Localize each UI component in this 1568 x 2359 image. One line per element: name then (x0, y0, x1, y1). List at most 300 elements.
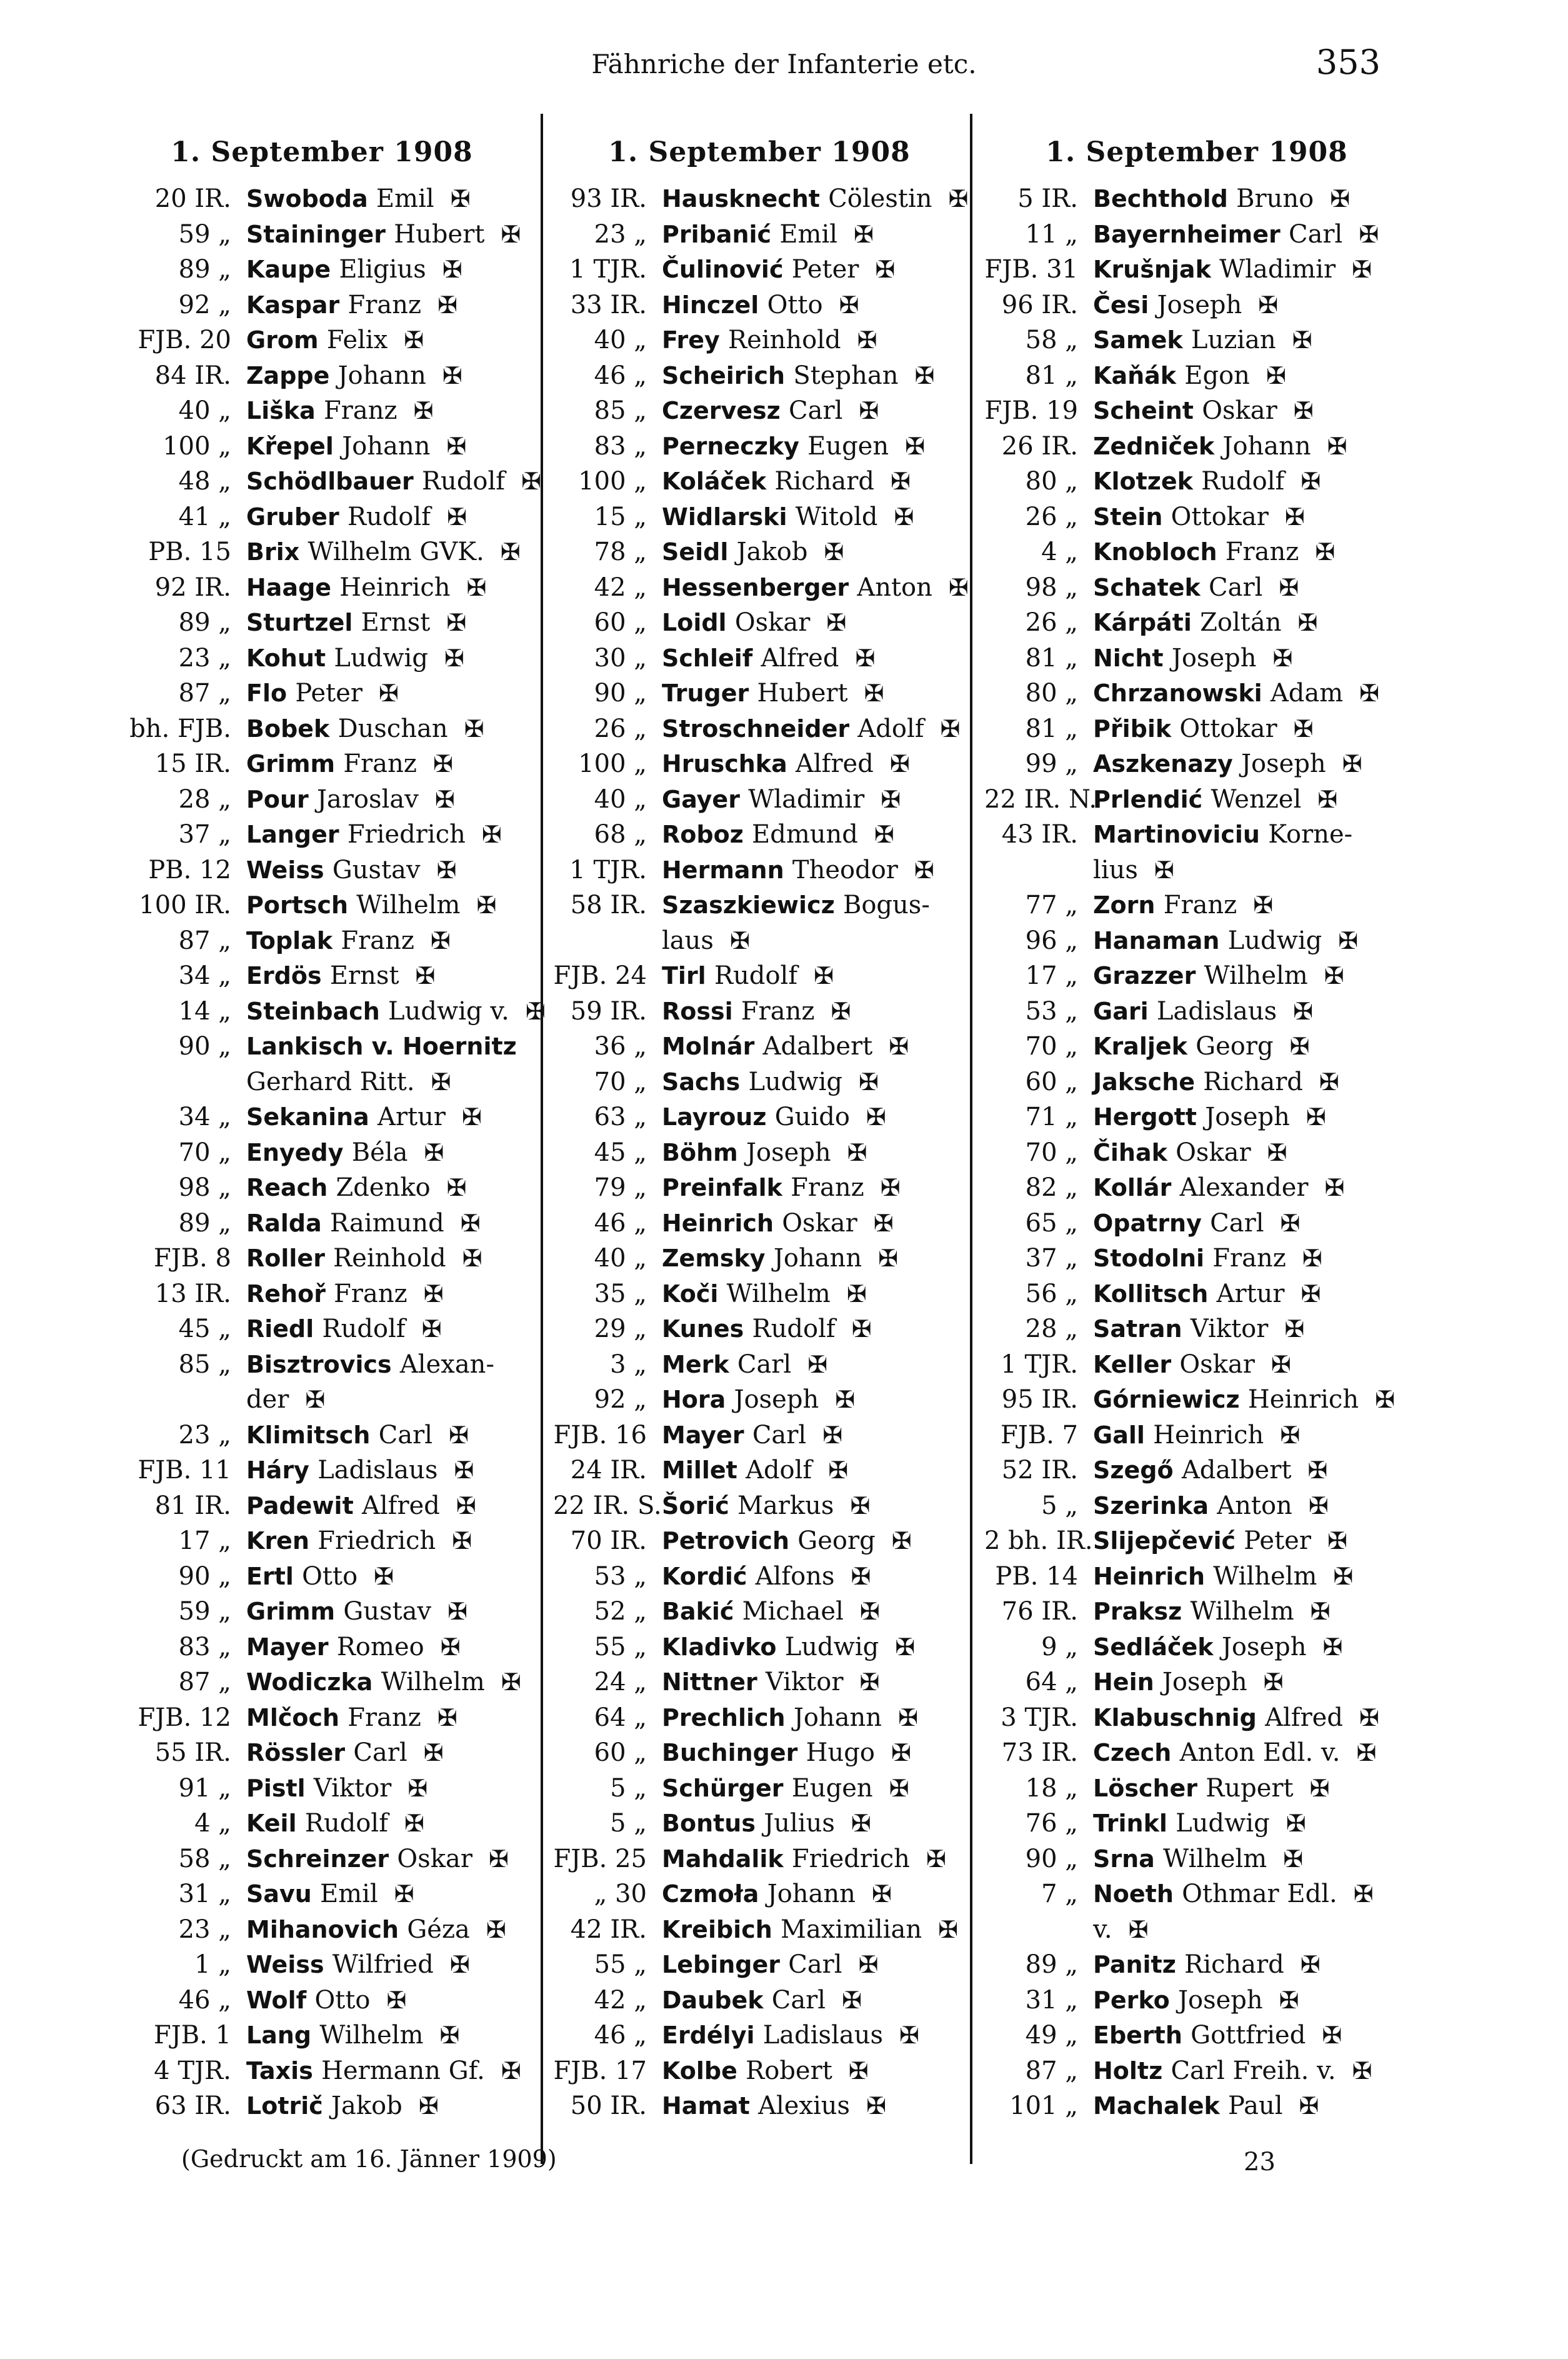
surname: Merk (662, 1350, 729, 1378)
surname: Trinkl (1093, 1810, 1167, 1837)
surname: Ralda (246, 1209, 322, 1237)
cross-icon: ✠ (449, 1951, 470, 1978)
surname: Bakić (662, 1598, 734, 1625)
person-name (662, 1630, 915, 1665)
person-name (246, 746, 453, 781)
surname: Lang (246, 2021, 312, 2049)
list-item (122, 1806, 522, 1841)
unit-number: 35 „ (594, 1279, 647, 1308)
cross-icon: ✠ (859, 1668, 880, 1696)
surname: Pribanić (662, 220, 772, 248)
list-item (553, 1983, 966, 2018)
given-name: Viktor (765, 1668, 844, 1696)
person-name (246, 570, 486, 605)
cross-icon: ✠ (940, 714, 961, 743)
cross-icon: ✠ (822, 1421, 843, 1449)
cross-icon: ✠ (1327, 432, 1347, 460)
unit-number: 28 „ (1025, 1315, 1078, 1343)
person-name (246, 1382, 325, 1417)
cross-icon: ✠ (871, 1880, 892, 1908)
unit-number: 46 „ (178, 1985, 231, 2015)
surname: Brix (246, 538, 300, 566)
unit-number: PB. 12 (148, 855, 231, 884)
person-name (662, 1170, 901, 1205)
unit-number: 59 „ (178, 219, 231, 249)
list-item (553, 746, 966, 781)
cross-icon: ✠ (1310, 1598, 1331, 1625)
person-name (246, 1841, 509, 1876)
unit-number: 15 „ (594, 502, 647, 531)
cross-icon: ✠ (729, 926, 750, 954)
surname: Swoboda (246, 185, 368, 213)
given-name: Peter (295, 679, 362, 708)
surname: Savu (246, 1880, 312, 1908)
surname: Widlarski (662, 503, 787, 531)
surname: Erdös (246, 962, 322, 989)
list-item (553, 217, 966, 252)
unit-number: FJB. 25 (553, 1844, 647, 1873)
cross-icon: ✠ (1284, 503, 1305, 531)
unit-number: 60 „ (594, 608, 647, 637)
person-name (246, 1594, 467, 1629)
list-item (122, 711, 522, 746)
surname: Roboz (662, 821, 744, 848)
cross-icon: ✠ (891, 1739, 911, 1766)
surname: Molnár (662, 1033, 755, 1060)
unit-number: 89 „ (1025, 1950, 1078, 1979)
cross-icon: ✠ (439, 2021, 460, 2049)
surname: Kollár (1093, 1174, 1172, 1201)
given-name: Joseph (1205, 1103, 1290, 1131)
surname: Kunes (662, 1315, 744, 1343)
column-heading: 1. September 1908 (608, 136, 911, 168)
surname: Kolbe (662, 2056, 737, 2085)
given-name: Gustav (332, 855, 421, 884)
given-name: Richard (1203, 1067, 1303, 1096)
surname: Mayer (246, 1633, 329, 1661)
cross-icon: ✠ (421, 1315, 442, 1343)
list-item (122, 746, 522, 781)
cross-icon: ✠ (481, 821, 502, 848)
unit-number: 26 „ (1025, 502, 1078, 531)
unit-number: 81 „ (1025, 714, 1078, 743)
list-item (553, 817, 966, 852)
given-name: Ernst (329, 961, 399, 990)
cross-icon: ✠ (948, 573, 969, 601)
cross-icon: ✠ (1324, 962, 1344, 989)
person-name (1093, 1841, 1303, 1876)
cross-icon: ✠ (434, 785, 455, 813)
person-name (662, 1453, 848, 1488)
cross-icon: ✠ (1263, 1668, 1284, 1696)
given-name: Duschan (337, 714, 448, 743)
cross-icon: ✠ (446, 1174, 467, 1201)
person-name (1093, 1630, 1342, 1665)
surname: Heinrich (662, 1209, 774, 1237)
list-item (553, 1947, 966, 1982)
list-item (984, 994, 1409, 1029)
given-name: Ladislaus (317, 1456, 438, 1485)
surname: Padewit (246, 1491, 354, 1520)
person-name (246, 2053, 521, 2088)
given-name: Johann (767, 1880, 856, 1908)
given-name: Ladislaus (762, 2021, 883, 2050)
list-item (122, 1983, 522, 2018)
list-item (984, 323, 1409, 358)
cross-icon: ✠ (905, 432, 925, 460)
cross-icon: ✠ (447, 1598, 467, 1625)
person-name (246, 1311, 442, 1346)
person-name (662, 1665, 879, 1700)
person-name (662, 1241, 898, 1276)
person-name (1093, 605, 1317, 640)
unit-number: 42 „ (594, 573, 647, 602)
person-name (246, 676, 399, 711)
list-item (122, 676, 522, 711)
given-name: Carl (353, 1738, 407, 1767)
given-name: Ladislaus (1156, 996, 1277, 1026)
person-name (1093, 534, 1335, 569)
list-item (553, 2088, 966, 2123)
unit-number: 90 „ (178, 1032, 231, 1061)
cross-icon: ✠ (899, 2021, 919, 2049)
person-name (662, 817, 894, 852)
list-item (984, 923, 1409, 958)
cross-icon: ✠ (501, 2056, 521, 2085)
person-name (1093, 1311, 1304, 1346)
cross-icon: ✠ (826, 609, 847, 636)
given-name: Otto (302, 1561, 358, 1591)
surname: Kaňák (1093, 361, 1177, 389)
unit-number: 26 „ (594, 714, 647, 743)
list-item (122, 1594, 522, 1629)
list-item (122, 1099, 522, 1134)
person-name (662, 393, 879, 428)
surname: Mayer (662, 1421, 744, 1449)
cross-icon: ✠ (440, 1633, 461, 1661)
person-name (1093, 2018, 1342, 2053)
unit-number: 40 „ (178, 396, 231, 425)
given-name: Hugo (806, 1738, 875, 1767)
person-name (1093, 888, 1273, 923)
person-name (662, 1559, 871, 1594)
unit-number: 81 „ (1025, 361, 1078, 390)
given-name: Hermann Gf. (321, 2056, 485, 2085)
list-item (122, 570, 522, 605)
cross-icon: ✠ (859, 397, 879, 424)
person-name (662, 746, 910, 781)
unit-number: 53 „ (594, 1561, 647, 1591)
person-name (246, 1700, 457, 1735)
surname: Kordić (662, 1562, 747, 1590)
cross-icon: ✠ (866, 1103, 886, 1131)
surname: Mihanovich (246, 1915, 399, 1943)
given-name: Carl (737, 1350, 792, 1379)
given-name: Wilhelm (381, 1668, 485, 1696)
column-heading: 1. September 1908 (171, 136, 473, 168)
given-name: Richard (1184, 1950, 1284, 1979)
surname: Szerinka (1093, 1491, 1209, 1520)
unit-number: 87 „ (178, 679, 231, 708)
list-item (984, 429, 1409, 464)
list-item (122, 2018, 522, 2053)
person-name (662, 1418, 842, 1453)
list-item (122, 605, 522, 640)
unit-number: 33 IR. (570, 290, 647, 319)
list-item (984, 1806, 1409, 1841)
unit-number: 100 „ (578, 749, 647, 778)
unit-number: 45 „ (594, 1138, 647, 1167)
surname: Pistl (246, 1774, 306, 1802)
list-item (122, 1135, 522, 1170)
list-item (122, 393, 522, 428)
person-name (246, 923, 451, 958)
surname: Riedl (246, 1315, 314, 1343)
surname: Layrouz (662, 1103, 767, 1131)
cross-icon: ✠ (851, 1810, 871, 1837)
person-name (662, 1099, 886, 1134)
surname: Hruschka (662, 750, 787, 778)
given-name: Béla (351, 1138, 408, 1167)
list-item (984, 1382, 1409, 1417)
cross-icon: ✠ (828, 1456, 849, 1484)
surname: Srna (1093, 1845, 1155, 1873)
surname: Stein (1093, 503, 1163, 531)
person-name (246, 2088, 439, 2123)
cross-icon: ✠ (1154, 856, 1174, 884)
cross-icon: ✠ (501, 1668, 521, 1696)
surname: Nicht (1093, 644, 1164, 672)
list-item (553, 1912, 966, 1947)
column-divider (541, 114, 543, 2164)
surname: Praksz (1093, 1598, 1182, 1625)
unit-number: 50 IR. (570, 2091, 647, 2120)
given-name: Heinrich (339, 573, 451, 602)
surname: Šorić (662, 1491, 729, 1520)
person-name (1093, 746, 1362, 781)
person-name (662, 1771, 909, 1806)
given-name: Alfred (761, 643, 839, 673)
cross-icon: ✠ (464, 714, 484, 743)
list-item (984, 181, 1409, 216)
list-item (984, 746, 1409, 781)
cross-icon: ✠ (1301, 468, 1321, 495)
surname: Buchinger (662, 1739, 798, 1766)
list-item (553, 676, 966, 711)
person-name (246, 499, 467, 534)
given-name: Heinrich (1153, 1420, 1264, 1450)
person-name (246, 1276, 444, 1311)
unit-number: 64 „ (1025, 1668, 1078, 1696)
surname: Prechlich (662, 1703, 786, 1731)
given-name: Wladimir (1219, 255, 1336, 284)
cross-icon: ✠ (1293, 997, 1313, 1025)
given-name: Raimund (330, 1208, 444, 1238)
cross-icon: ✠ (1301, 1280, 1321, 1308)
given-name: Reinhold (333, 1244, 446, 1273)
unit-number: FJB. 19 (984, 396, 1078, 425)
person-name (1093, 358, 1286, 393)
surname: Rehoř (246, 1280, 326, 1308)
unit-number: 46 „ (594, 2021, 647, 2050)
surname: Schatek (1093, 573, 1201, 601)
given-name: Wilhelm (1190, 1597, 1294, 1626)
person-name (1093, 641, 1292, 676)
given-name: Bogus- (842, 891, 930, 919)
list-item (553, 1382, 966, 1417)
given-name: Markus (737, 1491, 834, 1520)
list-item (984, 534, 1409, 569)
cross-icon: ✠ (418, 2092, 439, 2120)
unit-number: 24 „ (594, 1668, 647, 1696)
unit-number: 98 „ (1025, 573, 1078, 602)
given-name: Carl Freih. v. (1171, 2056, 1336, 2085)
given-name: Jakob (736, 538, 808, 566)
list-item (553, 323, 966, 358)
given-name: Jakob (331, 2091, 402, 2120)
unit-number: 52 „ (594, 1597, 647, 1626)
unit-number: 29 „ (594, 1315, 647, 1343)
person-name (1093, 464, 1321, 499)
list-item (553, 1630, 966, 1665)
given-name: Ludwig (748, 1067, 843, 1096)
cross-icon: ✠ (1308, 1491, 1329, 1520)
list-item (984, 1912, 1409, 1947)
list-item (122, 958, 522, 993)
given-name: Oskar (1202, 396, 1277, 425)
unit-number: 55 IR. (154, 1738, 231, 1767)
given-name: Eugen (807, 431, 889, 461)
person-name (246, 1523, 472, 1558)
surname: Knobloch (1093, 538, 1217, 566)
person-name (1093, 1912, 1148, 1947)
surname: Böhm (662, 1138, 738, 1166)
list-item (122, 888, 522, 923)
list-item (122, 1064, 522, 1099)
unit-number: 82 „ (1025, 1173, 1078, 1202)
cross-icon: ✠ (880, 1174, 901, 1201)
person-name (246, 429, 466, 464)
person-name (662, 1276, 867, 1311)
given-name: Artur (377, 1103, 446, 1131)
given-name: Wilhelm (1204, 961, 1308, 990)
list-item (553, 1876, 966, 1911)
given-name: Stephan (793, 361, 899, 390)
unit-number: 17 „ (178, 1526, 231, 1555)
given-name: Carl (1209, 573, 1263, 602)
list-item (553, 1241, 966, 1276)
unit-number: 79 „ (594, 1173, 647, 1202)
list-item (984, 641, 1409, 676)
surname: Ertl (246, 1562, 294, 1590)
cross-icon: ✠ (1322, 2021, 1342, 2049)
person-name (662, 1806, 871, 1841)
cross-icon: ✠ (466, 573, 487, 601)
unit-number: 59 „ (178, 1597, 231, 1626)
cross-icon: ✠ (891, 468, 911, 495)
list-item (553, 1841, 966, 1876)
list-item (553, 853, 966, 888)
unit-number: 13 IR. (154, 1279, 231, 1308)
person-name (662, 711, 960, 746)
unit-number: 31 „ (178, 1880, 231, 1908)
list-item (984, 1665, 1409, 1700)
print-date-note: (Gedruckt am 16. Jänner 1909) (181, 2145, 557, 2173)
surname: Seidl (662, 538, 729, 566)
unit-number: 89 „ (178, 608, 231, 637)
list-item (553, 1559, 966, 1594)
surname: Sedláček (1093, 1633, 1214, 1661)
cross-icon: ✠ (1289, 1033, 1310, 1060)
surname: Česi (1093, 291, 1149, 319)
unit-number: 83 „ (178, 1632, 231, 1661)
unit-number: 31 „ (1025, 1985, 1078, 2015)
cross-icon: ✠ (1300, 1951, 1321, 1978)
person-name (246, 782, 455, 817)
surname: Kárpáti (1093, 609, 1192, 636)
person-name (1093, 1594, 1330, 1629)
list-item (984, 888, 1409, 923)
unit-number: 34 „ (178, 1103, 231, 1131)
given-name: Friedrich (347, 820, 466, 849)
given-name: Wilhelm (319, 2021, 424, 2050)
surname: Gall (1093, 1421, 1145, 1449)
person-name (1093, 958, 1344, 993)
list-item (984, 1311, 1409, 1346)
person-name (246, 1064, 451, 1099)
cross-icon: ✠ (1375, 1386, 1395, 1413)
person-name (1093, 1983, 1299, 2018)
list-item (984, 605, 1409, 640)
given-name: Alexan- (399, 1350, 494, 1379)
unit-number: 40 „ (594, 784, 647, 814)
surname: Lotrič (246, 2092, 323, 2120)
unit-number: „ 30 (594, 1880, 647, 1908)
surname: Stodolni (1093, 1245, 1205, 1272)
person-name (246, 1735, 444, 1770)
list-item (553, 534, 966, 569)
surname: Czmoła (662, 1880, 759, 1908)
person-name (1093, 323, 1312, 358)
list-item (553, 1488, 966, 1523)
given-name: Zdenko (336, 1173, 431, 1202)
surname: Krušnjak (1093, 256, 1211, 283)
surname: Hora (662, 1386, 726, 1413)
person-name (246, 817, 502, 852)
list-item (122, 1700, 522, 1735)
given-name: Maximilian (781, 1915, 922, 1944)
unit-number: 9 „ (1041, 1632, 1078, 1661)
surname: Petrovich (662, 1527, 790, 1555)
surname: Weiss (246, 1951, 324, 1978)
unit-number: 89 „ (178, 255, 231, 284)
surname: Zedniček (1093, 432, 1215, 460)
cross-icon: ✠ (859, 1598, 880, 1625)
cross-icon: ✠ (914, 361, 935, 389)
cross-icon: ✠ (1284, 1315, 1305, 1343)
cross-icon: ✠ (889, 750, 910, 778)
unit-number: 71 „ (1025, 1103, 1078, 1131)
surname: Kollitsch (1093, 1280, 1209, 1308)
unit-number: 77 „ (1025, 891, 1078, 919)
column-divider (970, 114, 972, 2164)
given-name: Viktor (1190, 1315, 1269, 1343)
list-item (122, 181, 522, 216)
person-name (1093, 1771, 1329, 1806)
unit-number: 65 „ (1025, 1208, 1078, 1238)
given-name: Emil (376, 184, 434, 213)
list-item (122, 1453, 522, 1488)
